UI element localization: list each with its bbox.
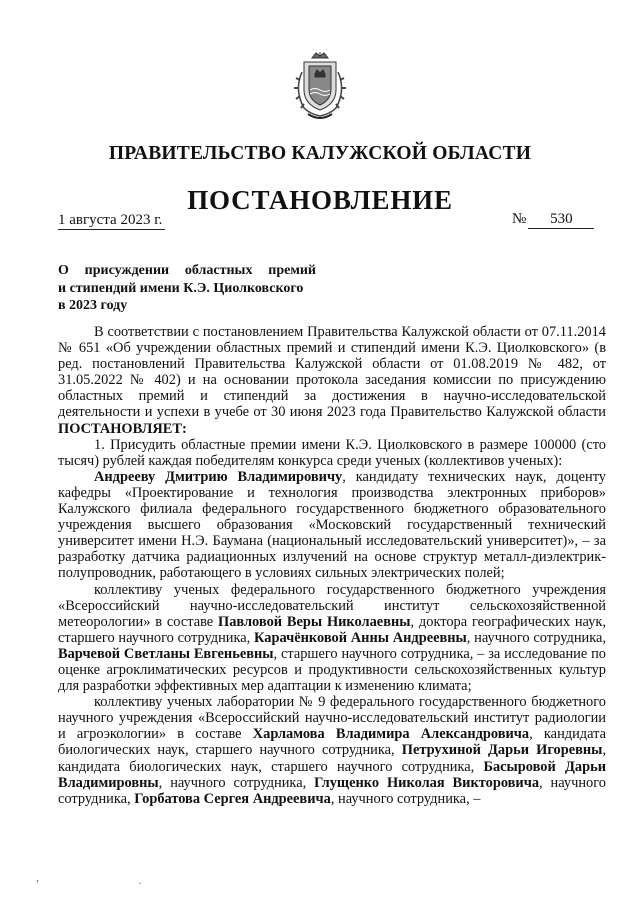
awardee-2-paragraph — [58, 582, 606, 695]
number-value: 530 — [528, 210, 594, 229]
member-name: Харламова Владимира Александровича — [252, 726, 530, 743]
member-details: , научного сотрудника, — [58, 774, 606, 807]
collective-intro: коллективу ученых федерального государственного бюджетного учреждения «Всероссийский научно-исследовательский институт сельскохозяйственной метеорологии» в составе — [58, 581, 606, 630]
awardee-name: Андрееву Дмитрию Владимировичу — [94, 468, 343, 485]
item-1-paragraph: 1. Присудить областные премии имени К.Э. Циолковского в размере 100000 (сто тысяч) рублей каждая победителям конкурса среди ученых (коллективов ученых): — [58, 436, 606, 469]
collective-intro: коллективу ученых лаборатории № 9 федерального государственного бюджетного научного учреждения «Всероссийский научно-исследовательский институт радиологии и агроэкологии» в составе — [58, 694, 606, 743]
subject-line-1: О присуждении областных премий — [58, 263, 316, 278]
decree-word: ПОСТАНОВЛЯЕТ: — [58, 420, 187, 437]
member-name: Глущенко Николая Викторовича — [314, 774, 540, 791]
subject-line-2: и стипендий имени К.Э. Циолковского — [58, 280, 304, 296]
document-type: ПОСТАНОВЛЕНИЕ — [187, 185, 453, 215]
organization-title: ПРАВИТЕЛЬСТВО КАЛУЖСКОЙ ОБЛАСТИ — [108, 143, 532, 164]
member-details: , старшего научного сотрудника, – за исследование по оценке агроклиматических ресурсов и продуктивности сельскохозяйственных культур для разработки эффективных мер адаптации к изменению климата; — [58, 645, 606, 695]
member-details: , научного сотрудника, — [158, 774, 315, 791]
member-details: , кандидата биологических наук, старшего научного сотрудника, — [58, 726, 606, 759]
subject-line-3: в 2023 году — [58, 298, 128, 313]
preamble-text: В соответствии с постановлением Правительства Калужской области от 07.11.2014 № 651 «Об учреждении областных премий и стипендий имени К.Э. Циолковского» (в ред. постановлений Правительства Калужской области от 01.08.2019 № 482, от 31.05.2022 № 402) и на основании протокола заседания комиссии по присуждению областных премий и стипендий за достижения в научно-исследовательской деятельности и успехи в учебе от 30 июня 2023 года Правительство Калужской области — [58, 324, 606, 421]
awardee-details: , кандидату технических наук, доценту кафедры «Проектирование и технология производства электронных приборов» Калужского филиала федерального государственного бюджетного образовательного учреждения высшего образования «Московский государственный технический университет имени Н.Э. Баумана (национальный исследовательский университет)», – за разработку датчика радиационных излучений на основе структур металл-диэлектрик-полупроводник, работающего в условиях сильных электрических полей; — [58, 468, 606, 582]
member-name: Варчевой Светланы Евгеньевны — [58, 645, 274, 662]
document-number — [512, 210, 594, 229]
member-name: Карачёнковой Анны Андреевны — [254, 629, 467, 646]
member-name: Петрухиной Дарьи Игоревны — [401, 742, 603, 759]
member-name: Павловой Веры Николаевны — [218, 613, 411, 630]
awardee-3-paragraph — [58, 694, 606, 807]
coat-of-arms-emblem — [290, 52, 350, 122]
awardee-1-paragraph — [58, 469, 606, 582]
preamble-paragraph — [58, 324, 606, 437]
member-details: , кандидата биологических наук, старшего научного сотрудника, — [58, 742, 606, 775]
member-details: , научного сотрудника, — [466, 629, 607, 646]
number-label: № — [512, 211, 527, 227]
document-date: 1 августа 2023 г. — [58, 211, 165, 230]
scan-artifact: · — [138, 876, 142, 890]
member-name: Басыровой Дарьи Владимировны — [58, 758, 606, 791]
member-details: , научного сотрудника, – — [330, 790, 481, 807]
scan-artifact: , — [36, 870, 39, 884]
document-subject — [58, 262, 316, 315]
document-body — [58, 324, 606, 807]
member-name: Горбатова Сергея Андреевича — [134, 790, 331, 807]
member-details: , доктора географических наук, старшего научного сотрудника, — [58, 613, 606, 646]
